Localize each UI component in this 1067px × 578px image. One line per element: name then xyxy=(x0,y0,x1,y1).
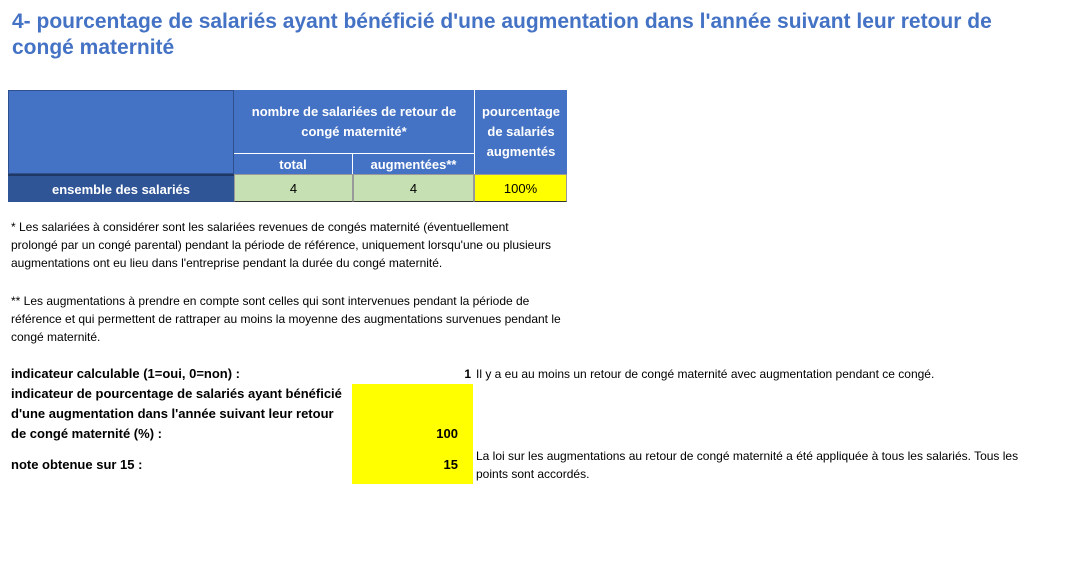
group-header: nombre de salariées de retour de congé maternité* xyxy=(234,90,474,154)
col-header-total: total xyxy=(234,154,353,174)
cell-augmentees: 4 xyxy=(353,174,474,202)
calculable-comment: Il y a eu au moins un retour de congé maternité avec augmentation pendant ce congé. xyxy=(476,367,935,381)
calculable-label: indicateur calculable (1=oui, 0=non) : xyxy=(11,366,240,381)
col-header-augmentees: augmentées** xyxy=(353,154,474,174)
pct-indicator-label: indicateur de pourcentage de salariés ayant bénéficié d'une augmentation dans l'année suivant leur retour de congé maternité (%) : xyxy=(11,386,342,441)
pct-header: pourcentage de salariés augmentés xyxy=(474,90,567,174)
note-value: 15 xyxy=(443,457,458,472)
note-comment: La loi sur les augmentations au retour de congé maternité a été appliquée à tous les salariés. Tous les points sont accordés. xyxy=(476,449,1019,481)
footnote-1: * Les salariées à considérer sont les salariées revenues de congés maternité (éventuellement prolongé par un congé parental) pendant la période de référence, uniquement lorsqu'une ou plusieurs augmentations ont eu lieu dans l'entreprise pendant la durée du congé maternité. xyxy=(11,220,551,270)
cell-total: 4 xyxy=(234,174,353,202)
note-label: note obtenue sur 15 : xyxy=(11,457,143,472)
row-label: ensemble des salariés xyxy=(8,174,234,202)
cell-pourcentage: 100% xyxy=(474,174,567,202)
footnote-2: ** Les augmentations à prendre en compte sont celles qui sont intervenues pendant la période de référence et qui permettent de rattraper au moins la moyenne des augmentations survenues pendant le congé maternité. xyxy=(11,294,561,344)
page-title: 4- pourcentage de salariés ayant bénéficié d'une augmentation dans l'année suivant leur retour de congé maternité xyxy=(12,10,992,59)
calculable-value: 1 xyxy=(464,367,471,381)
table-corner-header xyxy=(8,90,234,174)
pct-indicator-value: 100 xyxy=(436,426,458,441)
data-table xyxy=(8,90,567,202)
